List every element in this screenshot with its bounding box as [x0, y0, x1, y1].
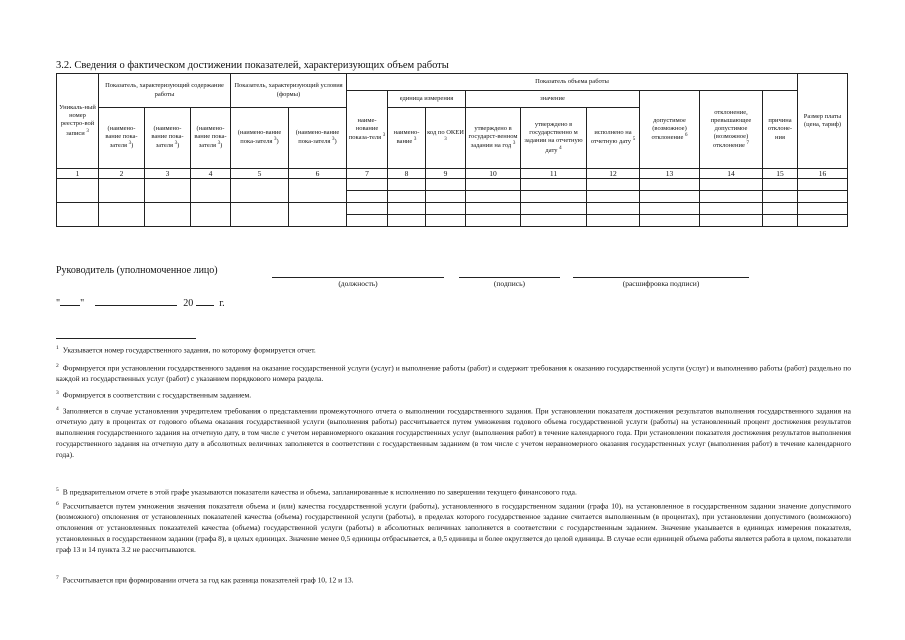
footnote-6: $^6$ Рассчитывается путем умножения значения показателя объема и (или) качества государственной услуги (работы), установленного в государственном задании (графа 10), на установленное в государственном задании значение допустимого (возможного) отклонения от установленных показателей качества (объема) государственной услуги (работы), в пределах которого государственное задание считается выполненным (в процентах), при установлении допустимого (возможного) отклонения от установленных показателей качества (объема) государственной услуги (работы) в абсолютных величинах заполняется в соответствии с государственным заданием. Значение указывается в единицах измерения показателя, установленных в государственном задании (графа 8), в целых единицах. Значение менее 0,5 единицы отбрасывается, а 0,5 единицы и более округляется до целой единицы. В случае если единицей объема работы является работа в целом, показатели граф 13 и 14 пункта 3.2 не рассчитываются. [56, 501, 851, 554]
footnote-7: $^7$ Рассчитывается при формировании отчета за год как разница показателей граф 10, 12 и 13. [56, 575, 354, 585]
table-cell[interactable] [466, 191, 521, 203]
table-cell[interactable] [145, 179, 191, 203]
column-number: 14 [700, 169, 763, 179]
header-approved-state-year: утверждено в государст-венном задании на год $^3$ [466, 108, 521, 169]
table-cell[interactable] [521, 179, 587, 191]
year-prefix: 20 [183, 298, 194, 309]
decoding-caption: (расшифровка подписи) [622, 279, 700, 288]
table-cell[interactable] [426, 179, 466, 191]
table-cell[interactable] [426, 215, 466, 227]
table-cell[interactable] [289, 203, 347, 227]
date-quote-close: " [80, 298, 85, 309]
header-conditions-name-1: (наимено-вание пока-зателя $^3$) [231, 108, 289, 169]
table-cell[interactable] [763, 179, 798, 191]
column-number: 1 [57, 169, 99, 179]
footnote-3: $^3$ Формируется в соответствии с государственным заданием. [56, 390, 252, 400]
column-number: 7 [347, 169, 388, 179]
column-number: 15 [763, 169, 798, 179]
table-cell[interactable] [466, 215, 521, 227]
column-number: 5 [231, 169, 289, 179]
table-cell[interactable] [347, 203, 388, 215]
footnote-4: $^4$ Заполняется в случае установления учредителем требования о представлении промежуточного отчета о выполнении государственного задания. При установлении показателя достижения результатов выполнения государственного задания на отчетную дату в процентах от годового объема оказания государственной услуги (выполнения работы) рассчитывается путем умножения годового объема государственной услуги (работы) на установленный процент достижения результатов выполнения государственного задания на отчетную дату, в том числе с учетом неравномерного оказания государственных услуг (выполнения работ) в течение календарного года. При установлении показателя достижения результатов выполнения государственного задания на отчетную дату в абсолютных величинах заполняется в соответствии с государственным заданием (в том числе с учетом неравномерного оказания государственных услуг (выполнения работ) в течение календарного года). [56, 406, 851, 459]
table-cell[interactable] [466, 203, 521, 215]
header-conditions-indicator: Показатель, характеризующий условия (формы) [231, 74, 347, 108]
month-field[interactable] [95, 296, 177, 306]
column-number: 8 [388, 169, 426, 179]
header-deviation-reason: причина отклоне-ния [763, 91, 798, 169]
table-row [57, 179, 848, 191]
table-cell[interactable] [388, 179, 426, 191]
column-number: 12 [587, 169, 640, 179]
column-number: 6 [289, 169, 347, 179]
table-cell[interactable] [798, 215, 848, 227]
header-excess-deviation: отклонение, превышающее допустимое (возможное) отклонение $^7$ [700, 91, 763, 169]
table-cell[interactable] [587, 203, 640, 215]
table-cell[interactable] [763, 203, 798, 215]
header-executed-report-date: исполнено на отчетную дату $^5$ [587, 108, 640, 169]
table-cell[interactable] [426, 203, 466, 215]
table-cell[interactable] [640, 215, 700, 227]
table-cell[interactable] [191, 179, 231, 203]
table-cell[interactable] [145, 203, 191, 227]
header-content-name-3: (наимено-вание пока-зателя $^3$) [191, 108, 231, 169]
column-number: 10 [466, 169, 521, 179]
footnote-separator [56, 338, 196, 339]
section-title: 3.2. Сведения о фактическом достижении показателей, характеризующих объем работы [56, 60, 449, 71]
header-volume-indicator: Показатель объема работы [347, 74, 798, 91]
table-cell[interactable] [640, 191, 700, 203]
header-value: значение [466, 91, 640, 108]
table-cell[interactable] [521, 203, 587, 215]
signature-line[interactable] [459, 277, 560, 278]
header-content-name-1: (наимено-вание пока-зателя $^3$) [99, 108, 145, 169]
table-cell[interactable] [388, 203, 426, 215]
table-cell[interactable] [798, 203, 848, 215]
table-cell[interactable] [99, 203, 145, 227]
table-cell[interactable] [388, 191, 426, 203]
footnote-5: $^5$ В предварительном отчете в этой графе указываются показатели качества и объема, запланированные к исполнению по завершении текущего финансового года. [56, 487, 577, 497]
header-payment-size: Размер платы (цена, тариф) [798, 74, 848, 169]
signature-label: Руководитель (уполномоченное лицо) [56, 265, 218, 276]
signature-caption: (подпись) [493, 279, 526, 288]
header-conditions-name-2: (наимено-вание пока-зателя $^3$) [289, 108, 347, 169]
table-cell[interactable] [466, 179, 521, 191]
table-cell[interactable] [99, 179, 145, 203]
table-cell[interactable] [347, 215, 388, 227]
column-number: 9 [426, 169, 466, 179]
table-cell[interactable] [640, 179, 700, 191]
table-cell[interactable] [587, 179, 640, 191]
table-cell[interactable] [798, 179, 848, 191]
date-quote-open: " [56, 298, 61, 309]
header-approved-report-date: утверждено в государственно м задании на отчетную дату $^4$ [521, 108, 587, 169]
column-number: 4 [191, 169, 231, 179]
table-cell[interactable] [388, 215, 426, 227]
header-unit: единица измерения [388, 91, 466, 108]
table-cell[interactable] [347, 191, 388, 203]
table-cell[interactable] [57, 179, 99, 203]
table-cell[interactable] [521, 215, 587, 227]
table-cell[interactable] [763, 215, 798, 227]
table-cell[interactable] [798, 191, 848, 203]
column-number: 11 [521, 169, 587, 179]
decoding-line[interactable] [573, 277, 749, 278]
table-cell[interactable] [700, 179, 763, 191]
table-cell[interactable] [700, 215, 763, 227]
volume-indicators-table [56, 73, 848, 227]
header-content-name-2: (наимено-вание пока-зателя $^3$) [145, 108, 191, 169]
table-cell[interactable] [426, 191, 466, 203]
table-cell[interactable] [57, 203, 99, 227]
table-cell[interactable] [289, 179, 347, 203]
header-allowed-deviation: допустимое (возможное) отклонение $^6$ [640, 91, 700, 169]
position-caption: (должность) [338, 279, 378, 288]
column-number: 2 [99, 169, 145, 179]
date-line [56, 296, 225, 309]
table-cell[interactable] [700, 203, 763, 215]
table-cell[interactable] [587, 191, 640, 203]
footnote-1: $^1$ Указывается номер государственного задания, по которому формируется отчет. [56, 345, 316, 355]
footnote-2: $^2$ Формируется при установлении государственного задания на оказание государственной услуги (услуг) и выполнение работы (работ) и содержит требования к оказанию государственной услуги (услуг) и выполнению работы (работ) раздельно по каждой из государственных услуг (работ) с указанием порядкового номера раздела. [56, 363, 851, 384]
year-field[interactable] [196, 296, 214, 306]
table-cell[interactable] [640, 203, 700, 215]
table-cell[interactable] [347, 179, 388, 191]
table-cell[interactable] [521, 191, 587, 203]
table-cell[interactable] [191, 203, 231, 227]
table-cell[interactable] [587, 215, 640, 227]
position-line[interactable] [272, 277, 444, 278]
header-indicator-name: наиме-нование показа-теля $^3$ [347, 91, 388, 169]
column-number: 13 [640, 169, 700, 179]
table-cell[interactable] [763, 191, 798, 203]
header-okei-code: код по ОКЕИ $^3$ [426, 108, 466, 169]
column-numbers-row [57, 169, 848, 179]
header-content-indicator: Показатель, характеризующий содержание работы [99, 74, 231, 108]
table-cell[interactable] [231, 179, 289, 203]
table-cell[interactable] [231, 203, 289, 227]
day-field[interactable] [60, 296, 80, 306]
table-cell[interactable] [700, 191, 763, 203]
table-row [57, 203, 848, 215]
header-unit-name: наимено-вание $^3$ [388, 108, 426, 169]
header-unique-record: Уникаль-ный номер реестро-вой записи $^3$ [57, 74, 99, 169]
column-number: 16 [798, 169, 848, 179]
column-number: 3 [145, 169, 191, 179]
year-suffix: г. [219, 298, 225, 309]
